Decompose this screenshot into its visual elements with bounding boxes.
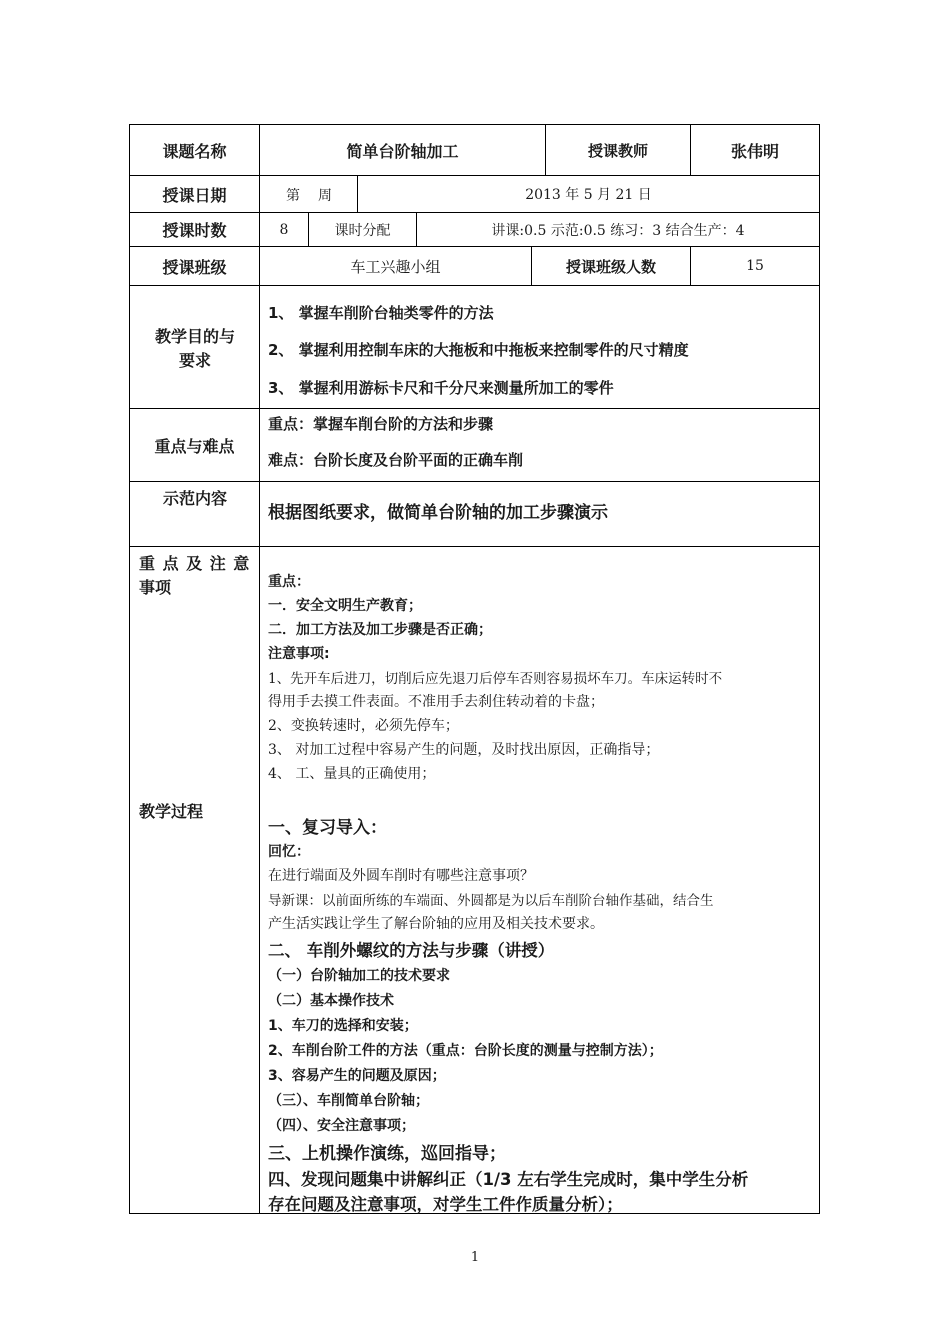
week-cell bbox=[260, 176, 358, 213]
process-line: 2、变换转速时，必须先停车； bbox=[268, 718, 459, 734]
allocation-label: 课时分配 bbox=[309, 213, 417, 247]
lesson-plan-table bbox=[129, 124, 820, 1214]
objectives-label-line2: 要求 bbox=[178, 351, 211, 370]
allocation-value: 讲课:0.5 示范:0.5 练习：3 结合生产：4 bbox=[417, 213, 819, 247]
process-line: （二）基本操作技术 bbox=[268, 993, 394, 1009]
demo-content: 根据图纸要求，做简单台阶轴的加工步骤演示 bbox=[268, 503, 608, 523]
process-line: 二．加工方法及加工步骤是否正确； bbox=[268, 622, 492, 638]
objectives-label-line1: 教学目的与 bbox=[154, 327, 235, 346]
class-count-value: 15 bbox=[691, 247, 819, 286]
week-suffix: 周 bbox=[318, 188, 332, 204]
process-line: 回忆： bbox=[268, 844, 310, 860]
focus-point: 重点：掌握车削台阶的方法和步骤 bbox=[268, 415, 494, 433]
process-line: （一）台阶轴加工的技术要求 bbox=[268, 968, 450, 984]
demo-label: 示范内容 bbox=[162, 489, 227, 508]
process-line: 3、容易产生的问题及原因； bbox=[268, 1068, 446, 1084]
keypoints-content bbox=[260, 409, 819, 482]
process-heading: 四、发现问题集中讲解纠正（1/3 左右学生完成时，集中学生分析 bbox=[268, 1170, 749, 1189]
objective-item: 2、 掌握利用控制车床的大拖板和中拖板来控制零件的尺寸精度 bbox=[268, 341, 689, 359]
process-line: 产生活实践让学生了解台阶轴的应用及相关技术要求。 bbox=[268, 916, 604, 932]
process-heading: 三、上机操作演练，巡回指导； bbox=[268, 1144, 506, 1164]
week-prefix: 第 bbox=[286, 188, 300, 204]
process-line: 在进行端面及外圆车削时有哪些注意事项？ bbox=[268, 868, 534, 884]
notes-label-line2: 事项 bbox=[139, 578, 172, 597]
class-value: 车工兴趣小组 bbox=[260, 247, 532, 286]
objective-item: 1、 掌握车削阶台轴类零件的方法 bbox=[268, 304, 494, 322]
process-heading: 一、复习导入： bbox=[268, 818, 387, 838]
hours-value: 8 bbox=[260, 213, 309, 247]
process-label-cell bbox=[130, 547, 260, 1213]
process-line: （四）、安全注意事项； bbox=[268, 1118, 415, 1134]
keypoints-label: 重点与难点 bbox=[130, 409, 260, 482]
process-line: （三）、车削简单台阶轴； bbox=[268, 1093, 429, 1109]
page-number: 1 bbox=[470, 1250, 480, 1265]
process-line: 重点： bbox=[268, 574, 310, 590]
process-heading: 存在问题及注意事项，对学生工件作质量分析）； bbox=[268, 1195, 623, 1214]
objectives-label bbox=[130, 286, 260, 409]
difficulty-point: 难点：台阶长度及台阶平面的正确车削 bbox=[268, 451, 524, 469]
process-heading: 二、 车削外螺纹的方法与步骤（讲授） bbox=[268, 941, 555, 960]
hours-label: 授课时数 bbox=[130, 213, 260, 247]
topic-value: 简单台阶轴加工 bbox=[260, 125, 546, 176]
process-line: 2、车削台阶工件的方法（重点：台阶长度的测量与控制方法）； bbox=[268, 1043, 663, 1059]
teacher-label: 授课教师 bbox=[546, 125, 691, 176]
objectives-content bbox=[260, 286, 819, 409]
process-line: 一．安全文明生产教育； bbox=[268, 598, 422, 614]
demo-label-cell bbox=[130, 482, 260, 547]
date-value: 2013 年 5 月 21 日 bbox=[358, 176, 819, 213]
demo-content-cell bbox=[260, 482, 819, 547]
objective-item: 3、 掌握利用游标卡尺和千分尺来测量所加工的零件 bbox=[268, 379, 614, 397]
date-label: 授课日期 bbox=[130, 176, 260, 213]
process-line: 3、 对加工过程中容易产生的问题，及时找出原因，正确指导； bbox=[268, 742, 660, 758]
process-content bbox=[260, 547, 819, 1213]
process-line: 1、车刀的选择和安装； bbox=[268, 1018, 418, 1034]
process-label: 教学过程 bbox=[139, 802, 204, 821]
process-line: 注意事项: bbox=[268, 646, 330, 662]
topic-label: 课题名称 bbox=[130, 125, 260, 176]
class-label: 授课班级 bbox=[130, 247, 260, 286]
process-line: 导新课：以前面所练的车端面、外圆都是为以后车削阶台轴作基础，结合生 bbox=[268, 893, 714, 909]
class-count-label: 授课班级人数 bbox=[532, 247, 691, 286]
teacher-value: 张伟明 bbox=[691, 125, 819, 176]
process-line: 1、先开车后进刀，切削后应先退刀后停车否则容易损坏车刀。车床运转时不 bbox=[268, 671, 723, 687]
process-line: 得用手去摸工件表面。不准用手去刹住转动着的卡盘； bbox=[268, 694, 604, 710]
notes-label-line1: 重 点 及 注 意 bbox=[139, 554, 251, 573]
process-line: 4、 工、量具的正确使用； bbox=[268, 766, 436, 782]
